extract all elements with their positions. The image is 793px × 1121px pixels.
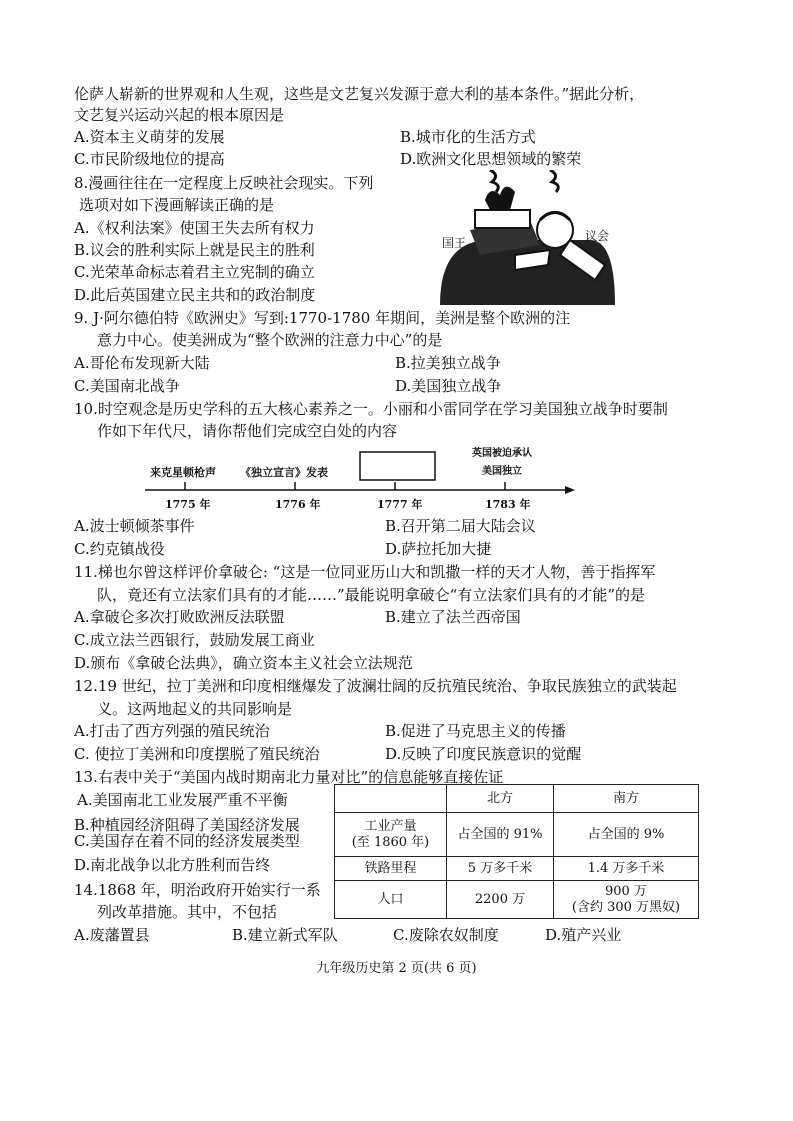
timeline-event-1783-bottom: 美国独立 <box>482 466 522 477</box>
table-cell-south: 1.4 万多千米 <box>554 857 699 881</box>
timeline-year-1777: 1777 年 <box>377 498 423 511</box>
cartoon-label-king: 国王 <box>442 236 467 250</box>
q11-option-a[interactable]: A.拿破仑多次打败欧洲反法联盟 <box>74 608 285 626</box>
q14-stem-1: 14.1868 年，明治政府开始实行一系 <box>74 881 321 899</box>
q12-option-a[interactable]: A.打击了西方列强的殖民统治 <box>74 722 270 740</box>
q10-option-c[interactable]: C.约克镇战役 <box>74 540 165 558</box>
q10-option-d[interactable]: D.萨拉托加大捷 <box>385 540 492 558</box>
table-row <box>335 857 699 881</box>
q14-option-d[interactable]: D.殖产兴业 <box>545 926 622 944</box>
timeline-blank-box[interactable] <box>360 452 435 480</box>
q10-option-b[interactable]: B.召开第二届大陆会议 <box>385 517 536 535</box>
q14-option-c[interactable]: C.废除农奴制度 <box>393 926 499 944</box>
q13-stem: 13.右表中关于“美国内战时期南北力量对比”的信息能够直接佐证 <box>74 768 504 786</box>
timeline <box>140 440 580 515</box>
timeline-year-1775: 1775 年 <box>165 498 211 511</box>
table-cell-north: 2200 万 <box>447 881 554 919</box>
q9-stem-2: 意力中心。使美洲成为“整个欧洲的注意力中心”的是 <box>97 331 443 349</box>
timeline-event-1776: 《独立宣言》发表 <box>240 466 328 479</box>
table-row <box>335 813 699 857</box>
table-row-label: 人口 <box>335 881 447 919</box>
q12-option-b[interactable]: B.促进了马克思主义的传播 <box>385 722 566 740</box>
q9-option-b[interactable]: B.拉美独立战争 <box>395 354 501 372</box>
q7-option-a[interactable]: A.资本主义萌芽的发展 <box>74 128 225 146</box>
table-header-empty <box>335 785 447 813</box>
table-row-label: 铁路里程 <box>335 857 447 881</box>
cartoon-label-parliament: 议会 <box>585 229 610 243</box>
q13-option-b[interactable]: B.种植园经济阻碍了美国经济发展 <box>74 816 300 834</box>
table-cell-north: 5 万多千米 <box>447 857 554 881</box>
table-cell-south: 占全国的 9% <box>554 813 699 857</box>
q8-option-d[interactable]: D.此后英国建立民主共和的政治制度 <box>74 286 316 304</box>
timeline-year-1783: 1783 年 <box>485 498 531 511</box>
comparison-table <box>334 784 699 919</box>
intro-line-1: 伦萨人崭新的世界观和人生观，这些是文艺复兴发源于意大利的基本条件。”据此分析， <box>74 85 645 103</box>
timeline-year-1776: 1776 年 <box>275 498 321 511</box>
q10-stem-2: 作如下年代尺，请你帮他们完成空白处的内容 <box>97 422 398 440</box>
cartoon-illustration <box>430 170 620 310</box>
q7-option-d[interactable]: D.欧洲文化思想领域的繁荣 <box>400 150 582 168</box>
q10-option-a[interactable]: A.波士顿倾茶事件 <box>74 517 195 535</box>
timeline-event-1783-top: 英国被迫承认 <box>472 448 532 459</box>
q14-option-b[interactable]: B.建立新式军队 <box>232 926 338 944</box>
table-row <box>335 881 699 919</box>
table-row-label: 工业产量 (至 1860 年) <box>335 813 447 857</box>
q8-option-a[interactable]: A.《权利法案》使国王失去所有权力 <box>74 219 315 237</box>
intro-line-2: 文艺复兴运动兴起的根本原因是 <box>74 106 285 124</box>
table-header-north: 北方 <box>447 785 554 813</box>
q11-stem-2: 队，竟还有立法家们具有的才能……”最能说明拿破仑“有立法家们具有的才能”的是 <box>97 586 646 604</box>
q9-option-a[interactable]: A.哥伦布发现新大陆 <box>74 354 210 372</box>
q14-stem-2: 列改革措施。其中，不包括 <box>97 903 278 921</box>
q7-option-b[interactable]: B.城市化的生活方式 <box>400 128 536 146</box>
q11-option-b[interactable]: B.建立了法兰西帝国 <box>385 608 521 626</box>
q8-option-c[interactable]: C.光荣革命标志着君主立宪制的确立 <box>74 263 315 281</box>
page-footer: 九年级历史第 2 页(共 6 页) <box>316 961 477 976</box>
q11-option-d[interactable]: D.颁布《拿破仑法典》，确立资本主义社会立法规范 <box>74 654 413 672</box>
q8-stem-1: 8.漫画往往在一定程度上反映社会现实。下列 <box>74 174 374 192</box>
q9-option-d[interactable]: D.美国独立战争 <box>395 377 502 395</box>
q7-option-c[interactable]: C.市民阶级地位的提高 <box>74 150 225 168</box>
q8-option-b[interactable]: B.议会的胜利实际上就是民主的胜利 <box>74 241 315 259</box>
q13-option-d[interactable]: D.南北战争以北方胜利而告终 <box>74 856 271 874</box>
q12-stem-2: 义。这两地起义的共同影响是 <box>97 700 293 718</box>
q9-option-c[interactable]: C.美国南北战争 <box>74 377 180 395</box>
timeline-event-1775: 来克星顿枪声 <box>150 466 216 479</box>
q11-option-c[interactable]: C.成立法兰西银行，鼓励发展工商业 <box>74 631 315 649</box>
q12-option-c[interactable]: C. 使拉丁美洲和印度摆脱了殖民统治 <box>74 745 320 763</box>
q11-stem-1: 11.梯也尔曾这样评价拿破仑: “这是一位同亚历山大和凯撒一样的天才人物，善于指挥军 <box>74 563 656 581</box>
q12-option-d[interactable]: D.反映了印度民族意识的觉醒 <box>385 745 582 763</box>
q10-stem-1: 10.时空观念是历史学科的五大核心素养之一。小丽和小雷同学在学习美国独立战争时要制 <box>74 400 668 418</box>
q8-stem-2: 选项对如下漫画解读正确的是 <box>79 196 275 214</box>
table-header-south: 南方 <box>554 785 699 813</box>
table-cell-south: 900 万 (含约 300 万黑奴) <box>554 881 699 919</box>
q9-stem-1: 9. J·阿尔德伯特《欧洲史》写到:1770-1780 年期间，美洲是整个欧洲的注 <box>74 309 571 327</box>
q14-option-a[interactable]: A.废藩置县 <box>74 926 150 944</box>
q13-option-a[interactable]: A.美国南北工业发展严重不平衡 <box>77 791 288 809</box>
q13-option-c[interactable]: C.美国存在着不同的经济发展类型 <box>74 832 300 850</box>
table-cell-north: 占全国的 91% <box>447 813 554 857</box>
q12-stem-1: 12.19 世纪，拉丁美洲和印度相继爆发了波澜壮阔的反抗殖民统治、争取民族独立的武装起 <box>74 677 677 695</box>
